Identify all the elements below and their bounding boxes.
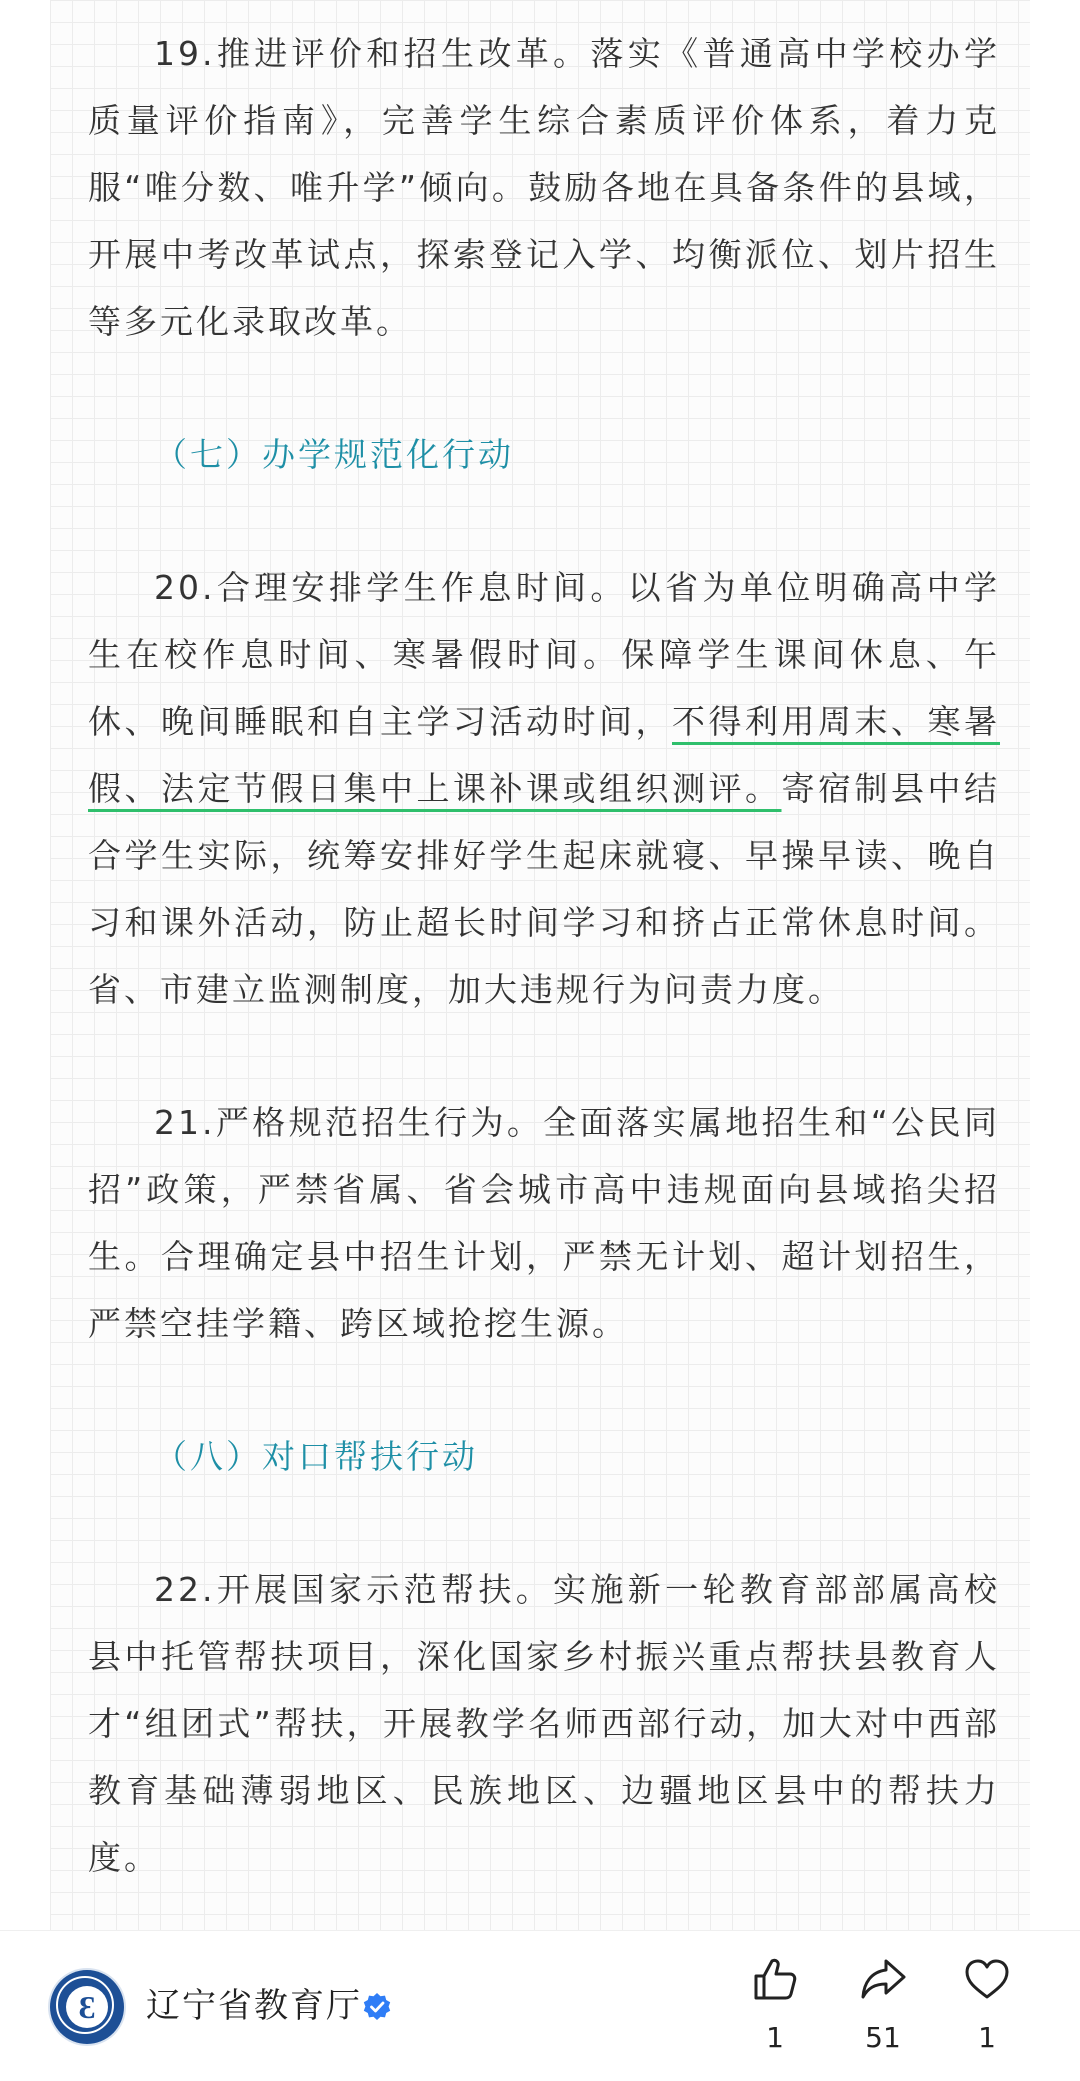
verified-badge-icon — [362, 1992, 392, 2022]
section-heading-8: （八）对口帮扶行动 — [154, 1437, 478, 1476]
highlighted-sentence: 不得利用周末、寒暑假、法定节假日集中上课补课或组织测评。 — [88, 702, 1000, 808]
paragraph-20-text-start: 20.合理安排学生作息时间。以省为单位明确高中学生在校作息时间、寒暑假时间。保障学生课间休息、午休、晚间睡眠和自主学习活动时间， — [88, 568, 1000, 741]
article-body — [50, 0, 1030, 1930]
share-button[interactable] — [838, 1953, 928, 2055]
heart-icon — [961, 1953, 1013, 2005]
footer-bar — [0, 1930, 1080, 2081]
spacer — [88, 1490, 1000, 1556]
spacer — [88, 1023, 1000, 1089]
article-content — [88, 20, 1000, 1891]
spacer — [88, 1357, 1000, 1423]
share-arrow-icon — [857, 1953, 909, 2005]
education-department-logo-icon: Ɛ — [78, 1989, 96, 2025]
paragraph-21: 21.严格规范招生行为。全面落实属地招生和“公民同招”政策，严禁省属、省会城市高中违规面向县域掐尖招生。合理确定县中招生计划，严禁无计划、超计划招生，严禁空挂学籍、跨区域抢挖生源。 — [88, 1103, 1000, 1343]
paragraph-20 — [88, 554, 1000, 1023]
like-button[interactable] — [730, 1953, 820, 2055]
share-count: 51 — [865, 2021, 901, 2054]
paragraph-19: 19.推进评价和招生改革。落实《普通高中学校办学质量评价指南》，完善学生综合素质评价体系，着力克服“唯分数、唯升学”倾向。鼓励各地在具备条件的县域，开展中考改革试点，探索登记入学、均衡派位、划片招生等多元化录取改革。 — [88, 34, 1000, 341]
thumbs-up-icon — [749, 1953, 801, 2005]
like-count: 1 — [766, 2021, 784, 2054]
account-avatar[interactable] — [50, 1970, 124, 2044]
favorite-count: 1 — [978, 2021, 996, 2054]
spacer — [88, 355, 1000, 421]
paragraph-20-text-end: 寄宿制县中结合学生实际，统筹安排好学生起床就寝、早操早读、晚自习和课外活动，防止超长时间学习和挤占正常休息时间。省、市建立监测制度，加大违规行为问责力度。 — [88, 769, 1000, 1009]
paragraph-22: 22.开展国家示范帮扶。实施新一轮教育部部属高校县中托管帮扶项目，深化国家乡村振兴重点帮扶县教育人才“组团式”帮扶，开展教学名师西部行动，加大对中西部教育基础薄弱地区、民族地区、边疆地区县中的帮扶力度。 — [88, 1570, 1000, 1877]
section-heading-7: （七）办学规范化行动 — [154, 435, 514, 474]
account-name[interactable]: 辽宁省教育厅 — [146, 1986, 362, 2026]
favorite-button[interactable] — [942, 1953, 1032, 2055]
spacer — [88, 488, 1000, 554]
